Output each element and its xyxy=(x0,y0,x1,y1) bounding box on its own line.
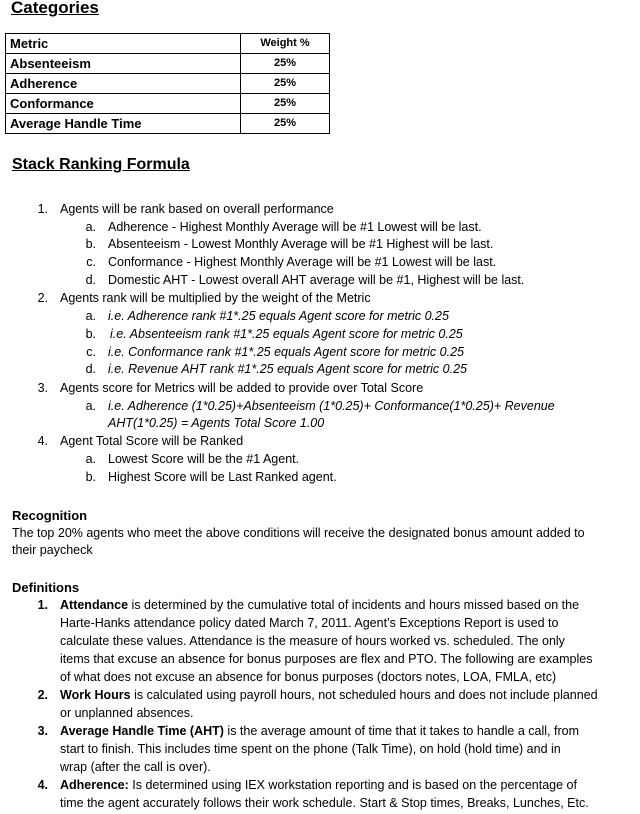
sub-list-item: Conformance - Highest Monthly Average will be #1 Lowest will be last. xyxy=(108,255,497,269)
sub-list-item: i.e. Absenteeism rank #1*.25 equals Agent score for metric 0.25 xyxy=(110,327,463,341)
sub-list-letter: c. xyxy=(86,255,96,269)
weight-column-header: Weight % xyxy=(241,34,330,54)
list-item: Agents score for Metrics will be added to provide over Total Score xyxy=(60,381,424,395)
definition-item xyxy=(60,597,579,614)
definition-text-line: time the agent accurately follows their work schedule. Start & Stop times, Breaks, Lunches, Etc. xyxy=(60,796,589,810)
sub-list-letter: c. xyxy=(86,345,96,359)
list-item: Agents rank will be multiplied by the weight of the Metric xyxy=(60,291,371,305)
list-number: 2. xyxy=(37,291,48,305)
metric-cell: Conformance xyxy=(6,94,241,114)
definition-term: Attendance xyxy=(60,598,129,612)
definition-text-line: start to finish. This includes time spent on the phone (Talk Time), on hold (hold time) and in xyxy=(60,742,561,756)
list-item: Agents will be rank based on overall performance xyxy=(60,202,334,216)
weight-cell: 25% xyxy=(241,54,330,74)
definition-text-line: Harte-Hanks attendance policy dated March 7, 2011. Agent’s Exceptions Report is used to xyxy=(60,616,559,630)
definition-number: 3. xyxy=(37,724,48,738)
table-row xyxy=(6,94,330,114)
sub-list-letter: a. xyxy=(85,399,96,413)
sub-list-letter: b. xyxy=(85,237,96,251)
definition-number: 4. xyxy=(37,778,48,792)
definition-text: is calculated using payroll hours, not scheduled hours and does not include planned xyxy=(130,688,598,702)
definition-number: 2. xyxy=(37,688,48,702)
list-number: 4. xyxy=(37,434,48,448)
sub-list-item: Lowest Score will be the #1 Agent. xyxy=(108,452,300,466)
weight-cell: 25% xyxy=(241,74,330,94)
sub-list-letter: d. xyxy=(85,273,96,287)
sub-list-item: Absenteeism - Lowest Monthly Average will be #1 Highest will be last. xyxy=(108,237,494,251)
metric-cell: Absenteeism xyxy=(6,54,241,74)
recognition-text-line: The top 20% agents who meet the above conditions will receive the designated bonus amount added to xyxy=(12,526,585,540)
sub-list-item-continuation: AHT(1*0.25) = Agents Total Score 1.00 xyxy=(108,416,325,430)
categories-table xyxy=(5,33,330,134)
definition-text-line: items that excuse an absence for bonus purposes are flex and PTO. The following are examples xyxy=(60,652,593,666)
metric-cell: Adherence xyxy=(6,74,241,94)
definition-text: is the average amount of time that it takes to handle a call, from xyxy=(223,724,579,738)
sub-list-letter: a. xyxy=(85,220,96,234)
list-number: 1. xyxy=(37,202,48,216)
weight-cell: 25% xyxy=(241,114,330,134)
table-row xyxy=(6,74,330,94)
metric-cell: Average Handle Time xyxy=(6,114,241,134)
list-item: Agent Total Score will be Ranked xyxy=(60,434,244,448)
sub-list-letter: a. xyxy=(85,452,96,466)
sub-list-item: Highest Score will be Last Ranked agent. xyxy=(108,470,337,484)
table-row xyxy=(6,54,330,74)
table-row xyxy=(6,114,330,134)
definition-text-line: calculate these values. Attendance is the measure of hours worked vs. scheduled. The only xyxy=(60,634,565,648)
definition-text: Is determined using IEX workstation reporting and is based on the percentage of xyxy=(128,778,577,792)
definition-term: Average Handle Time (AHT) xyxy=(60,724,224,738)
definition-item xyxy=(60,687,598,704)
sub-list-letter: b. xyxy=(85,470,96,484)
definition-item xyxy=(60,723,579,740)
recognition-heading: Recognition xyxy=(12,508,88,523)
list-number: 3. xyxy=(37,381,48,395)
definition-term: Work Hours xyxy=(60,688,131,702)
sub-list-letter: a. xyxy=(85,309,96,323)
sub-list-item: i.e. Adherence rank #1*.25 equals Agent score for metric 0.25 xyxy=(108,309,449,323)
sub-list-item: Adherence - Highest Monthly Average will be #1 Lowest will be last. xyxy=(108,220,482,234)
definition-item xyxy=(60,777,577,794)
definition-term: Adherence: xyxy=(60,778,129,792)
table-header-row xyxy=(6,34,330,54)
categories-heading: Categories xyxy=(11,0,99,17)
stack-ranking-heading: Stack Ranking Formula xyxy=(12,156,190,173)
metric-column-header: Metric xyxy=(6,34,241,54)
sub-list-letter: d. xyxy=(85,362,96,376)
sub-list-item: i.e. Adherence (1*0.25)+Absenteeism (1*0.25)+ Conformance(1*0.25)+ Revenue xyxy=(108,399,555,413)
definitions-heading: Definitions xyxy=(12,580,80,595)
definition-number: 1. xyxy=(37,598,48,612)
definition-text-line: or unplanned absences. xyxy=(60,706,194,720)
weight-cell: 25% xyxy=(241,94,330,114)
sub-list-item: i.e. Conformance rank #1*.25 equals Agent score for metric 0.25 xyxy=(108,345,464,359)
recognition-text-line: their paycheck xyxy=(12,543,93,557)
sub-list-letter: b. xyxy=(85,327,96,341)
sub-list-item: Domestic AHT - Lowest overall AHT average will be #1, Highest will be last. xyxy=(108,273,525,287)
sub-list-item: i.e. Revenue AHT rank #1*.25 equals Agent score for metric 0.25 xyxy=(108,362,467,376)
definition-text: is determined by the cumulative total of incidents and hours missed based on the xyxy=(128,598,580,612)
definition-text-line: wrap (after the call is over). xyxy=(60,760,211,774)
definition-text-line: of what does not excuse an absence for bonus purposes (doctors notes, LOA, FMLA, etc) xyxy=(60,670,557,684)
